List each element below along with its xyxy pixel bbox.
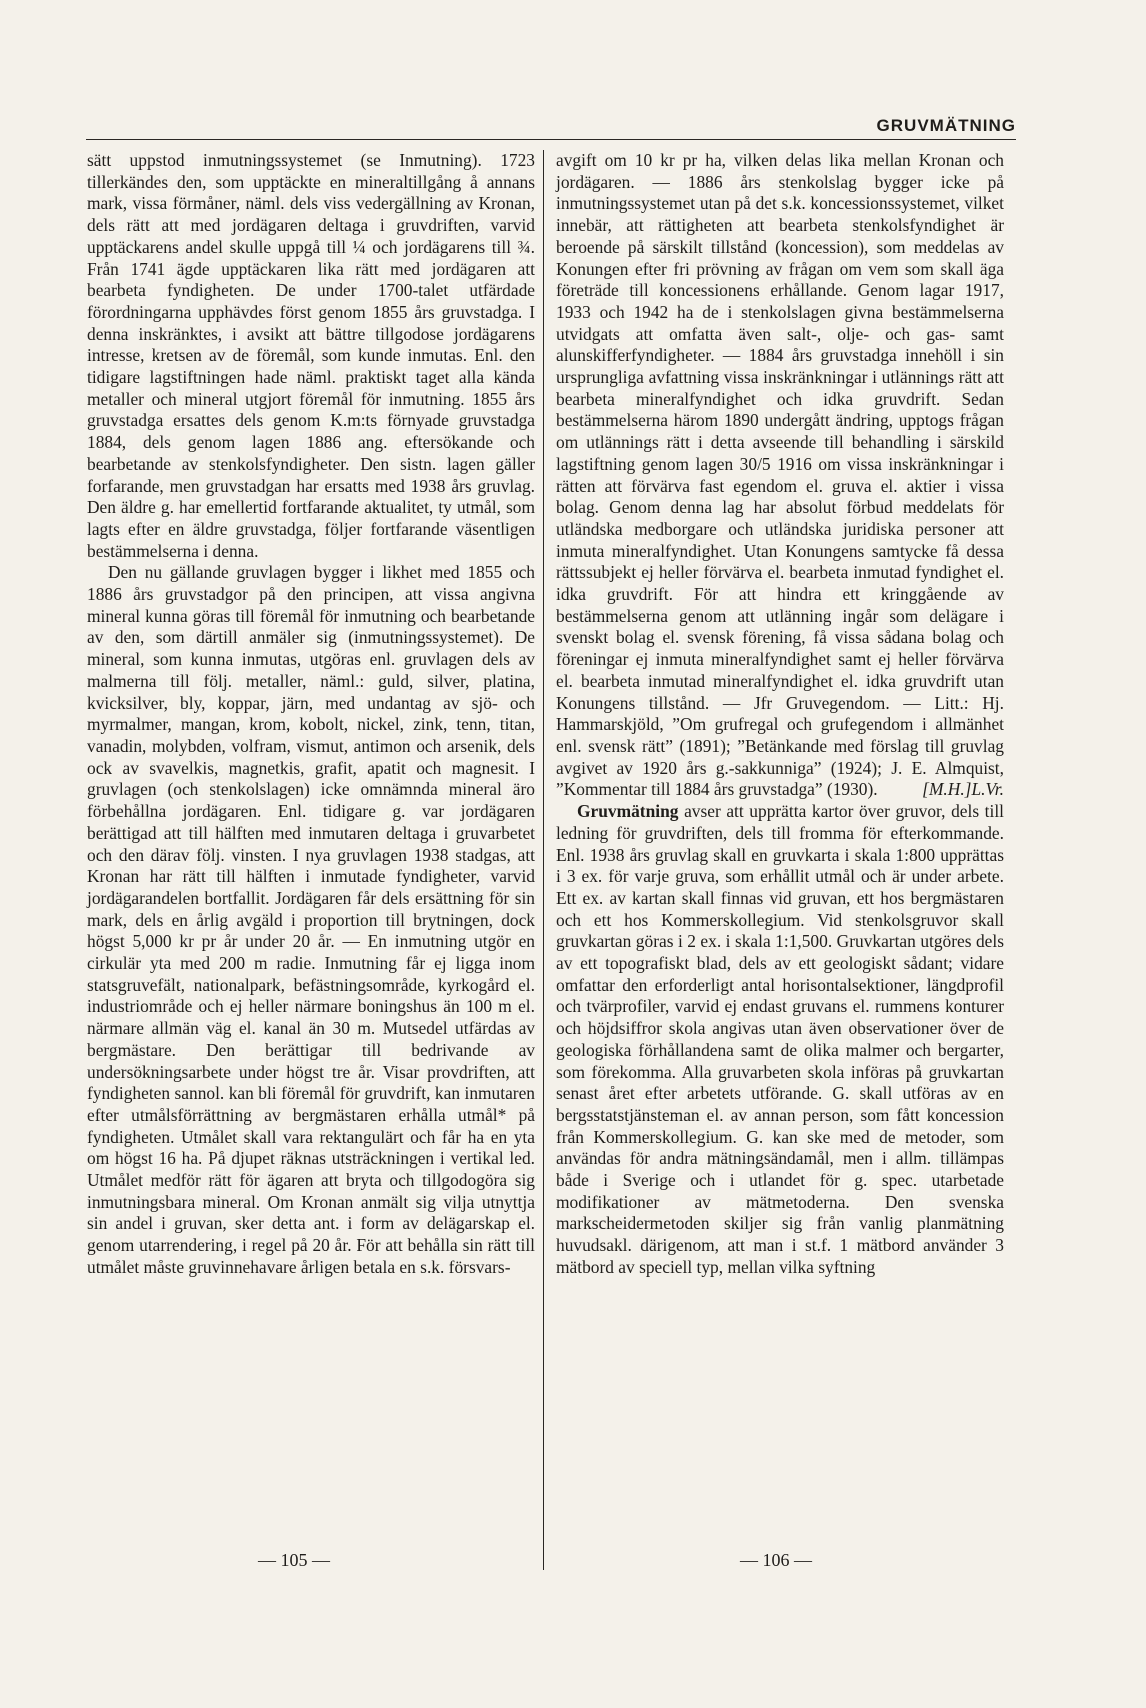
- folio-left: — 105 —: [258, 1550, 330, 1570]
- right-continuation: [556, 150, 1004, 801]
- left-paragraph-1: sätt uppstod inmutningssystemet (se Inmutning). 1723 tillerkändes den, som upptäckte en mineraltillgång å annans mark, vissa förmåner, näml. dels viss vedergällning av Kronan, dels rätt att med jordägaren deltaga i gruvdriften, varvid upptäckarens andel skulle uppgå till ¼ och jordägarens till ¾. Från 1741 ägde upptäckaren lika rätt med jordägaren att bearbeta fyndigheten. De under 1700-talet utfärdade förordningarna upphävdes först genom 1855 års gruvstadga. I denna inskränktes, i avsikt att bättre tillgodose jordägarens intresse, kretsen av de föremål, som kunde inmutas. Enl. den tidigare lagstiftningen hade näml. praktiskt taget alla kända metaller och mineral utgjort föremål för inmutning. 1855 års gruvstadga ersattes dels genom K.m:ts förnyade gruvstadga 1884, dels genom lagen 1886 ang. eftersökande och bearbetande av stenkolsfyndigheter. Den sistn. lagen gäller forfarande, men gruvstadgan har ersatts med 1938 års gruvlag. Den äldre g. har emellertid fortfarande aktualitet, ty utmål, som lagts efter en äldre gruvstadga, följer fortfarande väsentligen bestämmelserna i denna.: [87, 150, 535, 561]
- entry-gruvmatning: [556, 801, 1004, 1278]
- folio-right: — 106 —: [740, 1550, 812, 1570]
- left-paragraph-2: Den nu gällande gruvlagen bygger i likhet med 1855 och 1886 års gruvstadgor på den principen, att vissa angivna mineral kunna göras till föremål för inmutning och bearbetande av den, som därtill anmäler sig (inmutningssystemet). De mineral, som kunna inmutas, utgöras enl. gruvlagen dels av malmerna till följ. metaller, näml.: guld, silver, platina, kvicksilver, bly, koppar, järn, med undantag av sjö- och myrmalmer, mangan, krom, kobolt, nickel, zink, tenn, titan, vanadin, molybden, volfram, vismut, antimon och arsenik, dels ock av svavelkis, magnetkis, grafit, apatit och magnesit. I gruvlagen (och stenkolslagen) icke omnämnda mineral äro förbehållna jordägaren. Enl. tidigare g. var jordägaren berättigad att till hälften med inmutaren deltaga i gruvarbetet och den därav följ. vinsten. I nya gruvlagen 1938 stadgas, att Kronan har rätt till hälften i inmutade fyndigheter, varvid jordägarandelen bortfallit. Jordägaren får dels ersättning för sin mark, dels en årlig avgäld i proportion till brytningen, dock högst 5,000 kr pr år under 20 år. — En inmutning utgör en cirkulär yta med 200 m radie. Inmutning får ej ligga inom statsgruvefält, nationalpark, befästningsområde, kyrkogård el. industriområde och ej heller närmare boningshus än 100 m el. närmare allmän väg el. kanal än 30 m. Mutsedel utfärdas av bergmästare. Den berättigar till bedrivande av undersökningsarbete under högst tre år. Visar provdriften, att fyndigheten sannol. kan bli föremål för gruvdrift, kan inmutaren efter utmålsförrättning av bergmästaren erhålla utmål* på fyndigheten. Utmålet skall vara rektangulärt och får ha en yta om högst 16 ha. På djupet räknas utsträckningen i vertikal led. Utmålet medför rätt för ägaren att bryta och tillgodogöra sig inmutningsbara mineral. Om Kronan anmält sig vilja utnyttja sin andel i gruvan, sker detta ant. i form av delägarskap el. genom utarrendering, i regel på 20 år. För att behålla sin rätt till utmålet måste gruvinnehavare årligen betala en s.k. försvars-: [87, 562, 535, 1277]
- column-divider: [543, 150, 544, 1570]
- continuation-text: avgift om 10 kr pr ha, vilken delas lika mellan Kronan och jordägaren. — 1886 års stenkolslag bygger icke på inmutningssystemet utan på det s.k. koncessionssystemet, vilket innebär, att rättigheten att bearbeta stenkolsfyndighet är beroende på särskilt tillstånd (koncession), som meddelas av Konungen efter fri prövning av frågan om vem som skall äga företräde till koncessionens erhållande. Genom lagar 1917, 1933 och 1942 ha de i stenkolslagen givna bestämmelserna utvidgats att omfatta även salt-, olje- och gas- samt alunskifferfyndigheter. — 1884 års gruvstadga innehöll i sin ursprungliga avfattning vissa inskränkningar i utlännings rätt att bearbeta mineralfyndighet och idka gruvdrift. Sedan bestämmelserna härom 1890 undergått ändring, upptogs frågan om utlännings rätt i detta avseende till behandling i särskild lagstiftning genom lagen 30/5 1916 om vissa inskränkningar i rätten att förvärva fast egendom el. gruva el. aktier i vissa bolag. Genom denna lag har absolut förbud meddelats för utländska medborgare och utländska juridiska personer att inmuta mineralfyndighet. Utan Konungens samtycke få dessa rättssubjekt ej heller förvärva el. bearbeta inmutad fyndighet el. idka gruvdrift. För att hindra ett kringgående av bestämmelserna genom att utlänning ingår som delägare i svenskt bolag el. svensk förening, få vissa sådana bolag och föreningar ej inmuta mineralfyndighet samt ej heller förvärva el. bearbeta inmutad mineralfyndighet el. idka gruvdrift utan Konungens tillstånd. — Jfr Gruvegendom. — Litt.: Hj. Hammarskjöld, ”Om grufregal och grufegendom i allmänhet enl. svensk rätt” (1891); ”Betänkande med förslag till gruvlag avgivet av 1920 års g.-sakkunniga” (1924); J. E. Almquist, ”Kommentar till 1884 års gruvstadga” (1930).: [556, 150, 1004, 800]
- running-head: GRUVMÄTNING: [876, 116, 1016, 135]
- left-column: [87, 150, 535, 1279]
- header-rule: [86, 139, 1016, 140]
- author-signature: [M.H.]L.Vr.: [922, 779, 1004, 800]
- headword: Gruvmätning: [577, 801, 679, 822]
- entry-text: avser att upprätta kartor över gruvor, dels till ledning för gruvdriften, dels till fromma för efterkommande. Enl. 1938 års gruvlag skall en gruvkarta i skala 1:800 upprättas i 3 ex. för varje gruva, som erhållit utmål och är under arbete. Ett ex. av kartan skall finnas vid gruvan, ett hos bergmästaren och ett hos Kommerskollegium. Vid stenkolsgruvor skall gruvkartan göras i 2 ex. i skala 1:1,500. Gruvkartan utgöres dels av ett topografiskt blad, dels av ett geologiskt sådant; vidare omfattar den erforderligt antal horisontalsektioner, längdprofil och tvärprofiler, varvid ej endast gruvans el. rummens konturer och höjdsiffror skola angivas utan även observationer över de geologiska förhållandena samt de olika malmer och bergarter, som förekomma. Alla gruvarbeten skola införas på gruvkartan senast året efter arbetets utförande. G. skall utföras av en bergsstatstjänsteman el. av annan person, som fått koncession från Kommerskollegium. G. kan ske med de metoder, som användas för andra mätningsändamål, men i allm. tillämpas både i Sverige och i utlandet för g. spec. utarbetade modifikationer av mätmetoderna. Den svenska markscheidermetoden skiljer sig från vanlig planmätning huvudsakl. därigenom, att man i st.f. 1 mätbord använder 3 mätbord av speciell typ, mellan vilka syftning: [556, 801, 1004, 1277]
- right-column: [556, 150, 1004, 1279]
